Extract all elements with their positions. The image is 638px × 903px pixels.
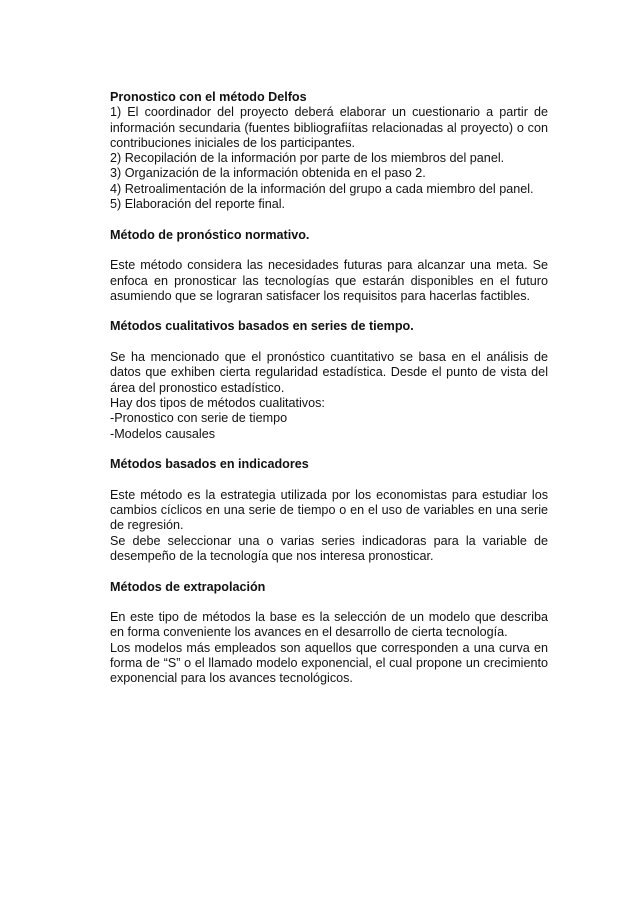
paragraph: Los modelos más empleados son aquellos que corresponden a una curva en forma de “S” o el llamado modelo exponencial, el cual propone un crecimiento exponencial para los avances tecnológicos. xyxy=(110,640,548,686)
paragraph: Se debe seleccionar una o varias series indicadoras para la variable de desempeño de la tecnología que nos interesa pronosticar. xyxy=(110,533,548,563)
paragraph: 1) El coordinador del proyecto deberá elaborar un cuestionario a partir de información secundaria (fuentes bibliografiítas relacionadas al proyecto) o con contribuciones iniciales de los participantes. xyxy=(110,105,548,150)
paragraph: Hay dos tipos de métodos cualitativos: xyxy=(110,395,325,410)
paragraph: 4) Retroalimentación de la información del grupo a cada miembro del panel. xyxy=(110,181,534,196)
section-heading: Métodos basados en indicadores xyxy=(110,457,309,472)
paragraph: Se ha mencionado que el pronóstico cuantitativo se basa en el análisis de datos que exhiben cierta regularidad estadística. Desde el punto de vista del área del pronostico estadístico. xyxy=(110,350,548,395)
section-heading: Pronostico con el método Delfos xyxy=(110,90,307,104)
section-indicadores xyxy=(110,457,548,564)
section-normativo xyxy=(110,228,548,304)
section-delfos xyxy=(110,90,548,212)
list-item: -Pronostico con serie de tiempo xyxy=(110,411,288,426)
paragraph: Este método considera las necesidades futuras para alcanzar una meta. Se enfoca en pronosticar las tecnologías que estarán disponibles en el futuro asumiendo que se lograran satisfacer los requisitos para hacerlas factibles. xyxy=(110,258,548,303)
section-extrapolacion xyxy=(110,580,548,687)
paragraph: Este método es la estrategia utilizada por los economistas para estudiar los cambios cíclicos en una serie de tiempo o en el uso de variables en una serie de regresión. xyxy=(110,487,548,533)
document-page xyxy=(110,90,548,687)
paragraph: 2) Recopilación de la información por parte de los miembros del panel. xyxy=(110,151,505,166)
paragraph: En este tipo de métodos la base es la selección de un modelo que describa en forma conveniente los avances en el desarrollo de cierta tecnología. xyxy=(110,610,548,640)
section-heading: Métodos de extrapolación xyxy=(110,579,266,594)
paragraph: 3) Organización de la información obtenida en el paso 2. xyxy=(110,166,426,181)
section-heading: Métodos cualitativos basados en series de tiempo. xyxy=(110,319,414,334)
paragraph: 5) Elaboración del reporte final. xyxy=(110,197,286,212)
list-item: -Modelos causales xyxy=(110,426,215,441)
section-heading: Método de pronóstico normativo. xyxy=(110,227,310,242)
section-cualitativos xyxy=(110,319,548,441)
